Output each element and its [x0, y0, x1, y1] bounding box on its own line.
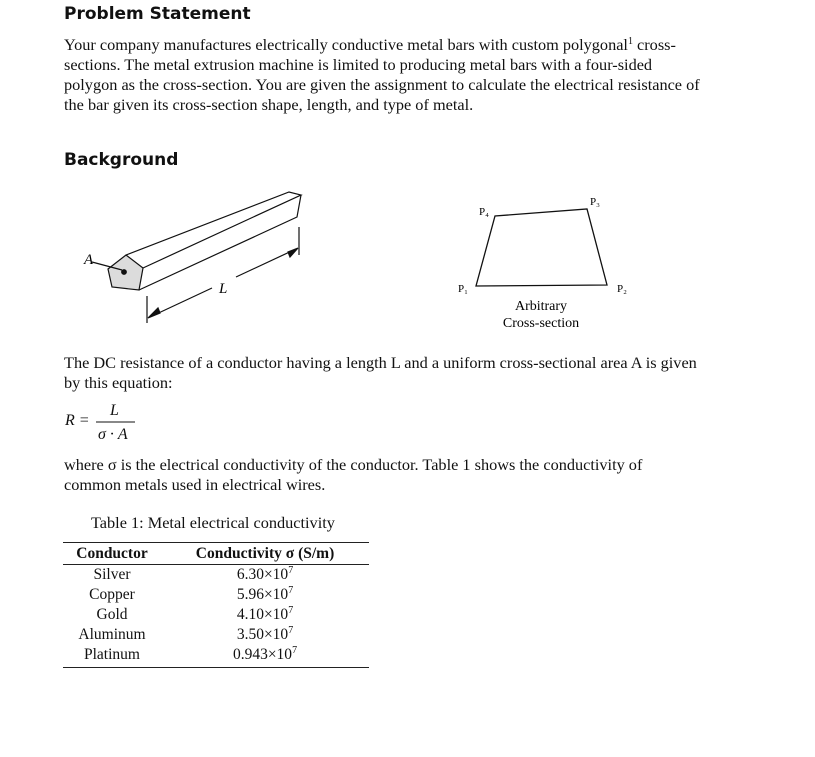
bar-side-face: [139, 195, 301, 290]
dim-line-right: [236, 249, 296, 277]
conductivity-line-2: common metals used in electrical wires.: [64, 475, 326, 494]
table-row: [63, 625, 369, 645]
table-caption: Table 1: Metal electrical conductivity: [91, 513, 335, 532]
table-header-row: [63, 543, 369, 565]
conductivity-paragraph: [64, 455, 642, 495]
bar-area-label: A: [84, 252, 94, 268]
vertex-p1: P₁: [458, 283, 468, 295]
column-header-conductor: Conductor: [63, 543, 161, 565]
table-row: [63, 605, 369, 625]
equation-numerator: L: [110, 402, 119, 419]
intro-line-1: The DC resistance of a conductor having a length L and a uniform cross-sectional area A is given: [64, 353, 697, 372]
dim-arrow-right: [288, 248, 298, 257]
problem-line-2: sections. The metal extrusion machine is limited to producing metal bars with a four-sided: [64, 55, 653, 74]
vertex-p2: P₂: [617, 283, 627, 295]
table-row: [63, 585, 369, 605]
conductivity-value: $0.943\times 10^7$: [161, 645, 369, 668]
conductivity-value: $6.30\times 10^7$: [236, 565, 294, 583]
equation-lhs: R =: [65, 412, 90, 429]
bar-length-label: L: [219, 281, 228, 297]
equation-denominator: σ · A: [98, 426, 128, 443]
metal-name: Copper: [89, 586, 135, 603]
metal-name: Platinum: [63, 645, 161, 668]
problem-line-1: Your company manufactures electrically conductive metal bars with custom polygonal$^1$ cross-: [64, 35, 676, 54]
column-header-conductivity: Conductivity σ (S/m): [161, 543, 369, 565]
problem-line-4: the bar given its cross-section shape, length, and type of metal.: [64, 95, 474, 114]
conductivity-value: $3.50\times 10^7$: [236, 625, 294, 643]
problem-statement-heading: Problem Statement: [64, 4, 251, 24]
vertex-p4: P₄: [479, 206, 489, 218]
area-marker: [122, 270, 127, 275]
conductivity-value: $5.96\times 10^7$: [236, 585, 294, 603]
table-row: [63, 645, 369, 668]
footnote-mark[interactable]: 1: [627, 36, 633, 47]
background-heading: Background: [64, 150, 179, 170]
table-row: [63, 565, 369, 586]
metal-bar-drawing: [92, 192, 301, 323]
conductivity-line-1: where σ is the electrical conductivity of the conductor. Table 1 shows the conductivity of: [64, 455, 643, 474]
problem-line-3: polygon as the cross-section. You are given the assignment to calculate the electrical resistance of: [64, 75, 700, 94]
conductivity-value: $4.10\times 10^7$: [236, 605, 294, 623]
metal-name: Gold: [96, 606, 128, 623]
cross-section-caption-2: Cross-section: [502, 316, 580, 331]
bar-top-face: [126, 192, 301, 268]
intro-paragraph: [64, 353, 697, 393]
cross-section-quadrilateral: [476, 209, 607, 286]
dim-arrow-left: [148, 308, 160, 318]
metal-name: Silver: [93, 566, 131, 583]
intro-line-2: by this equation:: [64, 373, 173, 392]
vertex-p3: P₃: [590, 196, 600, 208]
cross-section-caption-1: Arbitrary: [514, 299, 568, 314]
conductivity-table: [63, 542, 369, 668]
metal-name: Aluminum: [78, 626, 146, 643]
